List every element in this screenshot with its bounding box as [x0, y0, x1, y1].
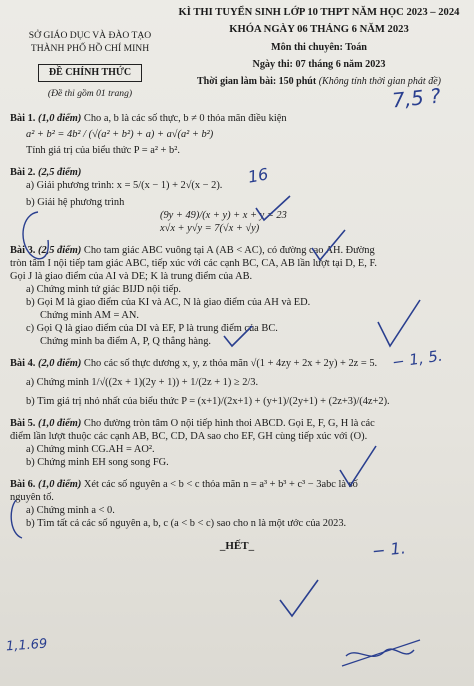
header-right — [174, 4, 464, 100]
exam-title: KÌ THI TUYỂN SINH LỚP 10 THPT NĂM HỌC 2023 – 2024 — [178, 7, 460, 18]
problem-4a: a) Chứng minh 1/√((2x + 1)(2y + 1)) + 1/(2z + 1) ≥ 2/3. — [26, 377, 259, 389]
problem-5a: a) Chứng minh CG.AH = AO². — [26, 444, 155, 456]
official-badge: ĐỀ CHÍNH THỨC — [38, 64, 142, 83]
problem-6a: a) Chứng minh a < 0. — [26, 505, 115, 517]
problem-2a: a) Giải phương trình: x = 5/(x − 1) + 2√(x − 2). — [26, 180, 223, 192]
handwritten-score-top: 7,5 ? — [390, 83, 442, 113]
problem-5-text-2: điểm lần lượt thuộc các cạnh AB, BC, CD, DA sao cho EF, GH cùng tiếp xúc với (O). — [10, 431, 368, 443]
problem-3-text-1: Cho tam giác ABC vuông tại A (AB < AC), có đường cao AH. Đường — [83, 245, 375, 257]
problem-5-label: Bài 5. — [10, 418, 36, 430]
problem-4-label: Bài 4. — [10, 358, 36, 370]
exam-duration — [174, 76, 464, 89]
problem-6-text-1: Xét các số nguyên a < b < c thỏa mãn n = a³ + b³ + c³ − 3abc là số — [83, 479, 358, 491]
problem-1-intro: Cho a, b là các số thực, b ≠ 0 thỏa mãn điều kiện — [83, 113, 287, 125]
problem-3-points: (2,5 điểm) — [38, 245, 82, 257]
problem-4-points: (2,0 điểm) — [38, 358, 82, 370]
problem-3b-2: Chứng minh AM = AN. — [40, 310, 139, 322]
exam-header — [10, 4, 464, 100]
problem-2-system-eq2: x√x + y√y = 7(√x + √y) — [160, 223, 260, 235]
header-left — [10, 4, 170, 100]
problem-1-task: Tính giá trị của biểu thức P = a² + b². — [26, 145, 180, 157]
problem-3b-1: b) Gọi M là giao điểm của KI và AC, N là giao điểm của AH và ED. — [26, 297, 311, 309]
problem-3c-2: Chứng minh ba điểm A, P, Q thẳng hàng. — [40, 336, 212, 348]
problem-3-text-3: Gọi J là giao điểm của AI và DE; K là trung điểm của AB. — [10, 271, 253, 283]
end-mark: _HẾT_ — [219, 540, 255, 553]
problem-6-label: Bài 6. — [10, 479, 36, 491]
problem-5-text-1: Cho đường tròn tâm O nội tiếp hình thoi ABCD. Gọi E, F, G, H là các — [83, 418, 375, 430]
pages-note: (Đề thi gồm 01 trang) — [47, 88, 133, 100]
handwritten-note-bottom: 1,1.69 — [5, 636, 48, 655]
problem-6b: b) Tìm tất cả các số nguyên a, b, c (a < b < c) sao cho n là một ước của 2023. — [26, 518, 347, 530]
exam-content — [10, 112, 464, 554]
problem-1-label: Bài 1. — [10, 113, 36, 125]
problem-3-label: Bài 3. — [10, 245, 36, 257]
problem-2-points: (2,5 điểm) — [38, 167, 82, 179]
problem-4b: b) Tìm giá trị nhỏ nhất của biểu thức P = (x+1)/(2x+1) + (y+1)/(2y+1) + (2z+3)/(4z+2). — [26, 396, 390, 408]
handwritten-note-p1: 16 — [246, 164, 270, 187]
exam-date: Ngày thi: 07 tháng 6 năm 2023 — [252, 59, 386, 71]
scribble-mark-icon — [346, 649, 414, 656]
problem-3-text-2: tròn tâm I nội tiếp tam giác ABC, tiếp xúc với các cạnh BC, CA, AB lần lượt tại D, E, F. — [10, 258, 377, 270]
problem-6-points: (1,0 điểm) — [38, 479, 82, 491]
exam-subject: Môn thi chuyên: Toán — [271, 42, 367, 54]
problem-2-label: Bài 2. — [10, 167, 36, 179]
problem-6-text-2: nguyên tố. — [10, 492, 54, 504]
handwritten-note-p5: − 1. — [371, 538, 407, 561]
duration-label: Thời gian làm bài: 150 phút — [197, 75, 317, 87]
exam-session: KHÓA NGÀY 06 THÁNG 6 NĂM 2023 — [229, 24, 409, 36]
org-line-1: SỞ GIÁO DỤC VÀ ĐÀO TẠO — [28, 30, 152, 41]
problem-1-points: (1,0 điểm) — [38, 113, 82, 125]
problem-1-equation: a² + b² = 4b² / (√(a² + b²) + a) + a√(a² + b²) — [26, 129, 214, 141]
check-mark-icon — [280, 580, 318, 616]
problem-5b: b) Chứng minh EH song song FG. — [26, 457, 169, 469]
problem-2 — [10, 166, 464, 235]
scribble-mark-icon — [342, 640, 420, 666]
problem-3c-1: c) Gọi Q là giao điểm của DI và EF, P là trung điểm của BC. — [26, 323, 278, 335]
problem-5-points: (1,0 điểm) — [38, 418, 82, 430]
problem-2b: b) Giải hệ phương trình — [26, 197, 125, 209]
problem-6 — [10, 478, 464, 530]
duration-note: (Không tính thời gian phát đề) — [318, 75, 441, 87]
problem-3 — [10, 244, 464, 348]
problem-5 — [10, 417, 464, 469]
handwritten-note-p3: − 1, 5. — [390, 346, 444, 372]
org-line-2: THÀNH PHỐ HỒ CHÍ MINH — [30, 42, 150, 54]
problem-4 — [10, 357, 464, 408]
problem-4-intro: Cho các số thực dương x, y, z thỏa mãn √(1 + 4zy + 2x + 2y) + 2z = 5. — [83, 358, 378, 370]
problem-2-system-eq1: (9y + 49)/(x + y) + x + y = 23 — [160, 210, 287, 222]
problem-3a: a) Chứng minh tứ giác BIJD nội tiếp. — [26, 284, 181, 296]
problem-1 — [10, 112, 464, 157]
